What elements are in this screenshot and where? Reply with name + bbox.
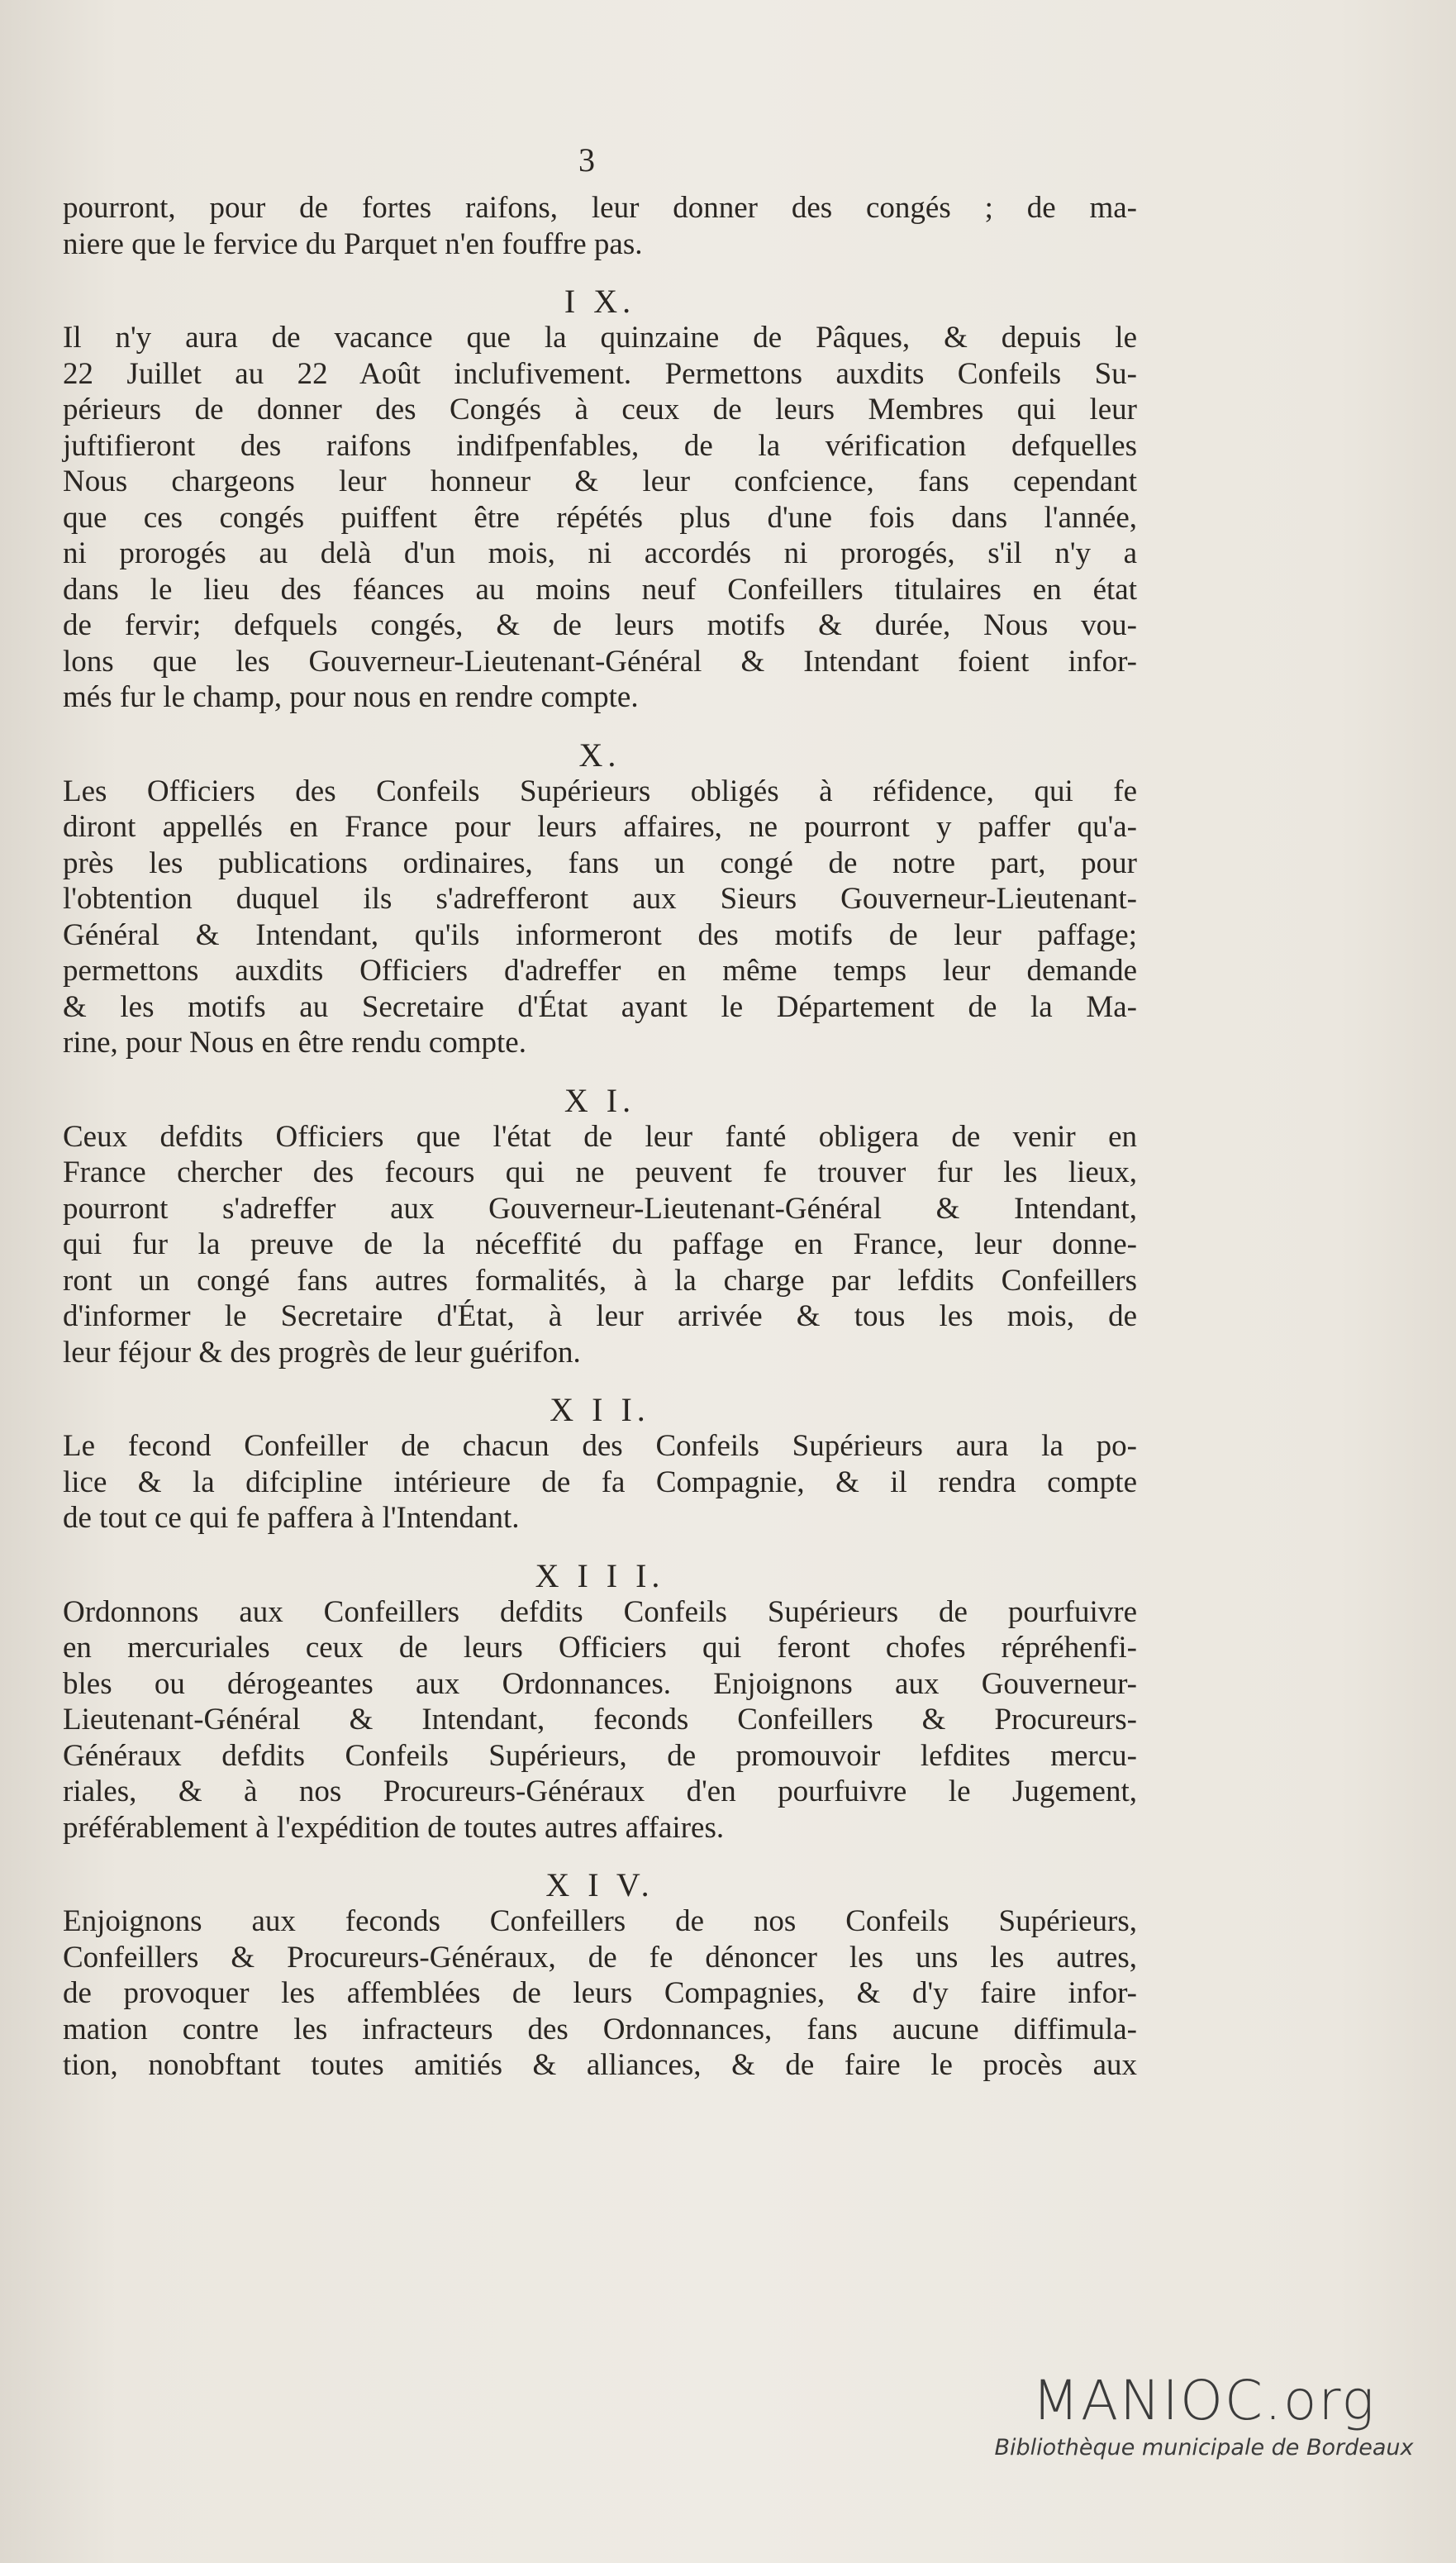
article-xii [63, 1392, 1137, 1536]
article-heading: X I I I. [535, 1556, 665, 1594]
text-line: rine, pour Nous en être rendu compte. [63, 1026, 526, 1060]
text-line: Le fecond Confeiller de chacun des Confeils Supérieurs aura la po- [63, 1429, 1137, 1463]
text-line: & les motifs au Secretaire d'État ayant le Département de la Ma- [63, 989, 1137, 1024]
article-xi [63, 1083, 1137, 1371]
manioc-watermark [989, 2369, 1419, 2461]
text-line: périeurs de donner des Congés à ceux de leurs Membres qui leur [63, 393, 1137, 426]
text-line: Généraux defdits Confeils Supérieurs, de promouvoir lefdites mercu- [63, 1738, 1137, 1773]
text-line: de provoquer les affemblées de leurs Compagnies, & d'y faire infor- [63, 1976, 1137, 2010]
text-line: niere que le fervice du Parquet n'en fouffre pas. [63, 226, 643, 261]
text-line: permettons auxdits Officiers d'adreffer en même temps leur demande [63, 954, 1137, 988]
text-line: lons que les Gouverneur-Lieutenant-Général & Intendant foient infor- [63, 644, 1137, 679]
intro-paragraph [63, 190, 1137, 262]
text-line: qui fur la preuve de la néceffité du paffage en France, leur donne- [63, 1227, 1137, 1261]
text-line: que ces congés puiffent être répétés plus d'une fois dans l'année, [63, 500, 1137, 535]
text-line: Ceux defdits Officiers que l'état de leur fanté obligera de venir en [63, 1119, 1137, 1154]
text-line: ni prorogés au delà d'un mois, ni accordés ni prorogés, s'il n'y a [63, 536, 1137, 570]
article-heading: X I V. [545, 1866, 654, 1903]
text-line: en mercuriales ceux de leurs Officiers qui feront chofes répréhenfi- [63, 1631, 1137, 1665]
text-line: près les publications ordinaires, fans un congé de notre part, pour [63, 846, 1137, 880]
article-xiv [63, 1867, 1137, 2084]
article-ix [63, 283, 1137, 716]
text-line: France chercher des fecours qui ne peuvent fe trouver fur les lieux, [63, 1155, 1137, 1189]
article-heading: I X. [564, 283, 636, 320]
text-line: leur féjour & des progrès de leur guérifon. [63, 1335, 581, 1370]
text-line: lice & la difcipline intérieure de fa Compagnie, & il rendra compte [63, 1465, 1137, 1499]
article-heading: X I I. [550, 1391, 650, 1428]
manioc-logo: MANIOC.org [1032, 2369, 1376, 2432]
text-line: Général & Intendant, qu'ils informeront des motifs de leur paffage; [63, 917, 1137, 952]
article-heading: X I. [564, 1081, 636, 1119]
text-line: Les Officiers des Confeils Supérieurs obligés à réfidence, qui fe [63, 774, 1137, 808]
text-line: pourront s'adreffer aux Gouverneur-Lieutenant-Général & Intendant, [63, 1191, 1137, 1226]
text-line: dans le lieu des féances au moins neuf Confeillers titulaires en état [63, 572, 1137, 607]
page-number: 3 [578, 141, 595, 179]
text-line: Il n'y aura de vacance que la quinzaine de Pâques, & depuis le [63, 321, 1137, 355]
text-line: Ordonnons aux Confeillers defdits Confeils Supérieurs de pourfuivre [63, 1594, 1137, 1629]
text-line: riales, & à nos Procureurs-Généraux d'en pourfuivre le Jugement, [63, 1775, 1137, 1808]
text-line: Enjoignons aux feconds Confeillers de nos Confeils Supérieurs, [63, 1904, 1137, 1938]
text-line: Nous chargeons leur honneur & leur confcience, fans cependant [63, 464, 1137, 498]
text-line: més fur le champ, pour nous en rendre compte. [63, 680, 639, 714]
text-line: d'informer le Secretaire d'État, à leur arrivée & tous les mois, de [63, 1299, 1137, 1333]
text-line: ront un congé fans autres formalités, à la charge par lefdits Confeillers [63, 1263, 1137, 1298]
text-line: bles ou dérogeantes aux Ordonnances. Enjoignons aux Gouverneur- [63, 1666, 1137, 1701]
text-line: mation contre les infracteurs des Ordonnances, fans aucune diffimula- [63, 2012, 1137, 2046]
article-x [63, 737, 1137, 1061]
text-line: Confeillers & Procureurs-Généraux, de fe dénoncer les uns les autres, [63, 1940, 1137, 1975]
text-line: l'obtention duquel ils s'adrefferont aux Sieurs Gouverneur-Lieutenant- [63, 882, 1137, 916]
text-line: 22 Juillet au 22 Août inclufivement. Permettons auxdits Confeils Su- [63, 356, 1137, 391]
text-line: juftifieront des raifons indifpenfables, de la vérification defquelles [63, 428, 1137, 463]
document-body [63, 141, 1137, 2105]
text-line: de tout ce qui fe paffera à l'Intendant. [63, 1501, 520, 1535]
text-line: diront appellés en France pour leurs affaires, ne pourront y paffer qu'a- [63, 810, 1137, 844]
text-line: de fervir; defquels congés, & de leurs motifs & durée, Nous vou- [63, 608, 1137, 642]
text-line: Lieutenant-Général & Intendant, feconds Confeillers & Procureurs- [63, 1703, 1137, 1736]
watermark-subtitle: Bibliothèque municipale de Bordeaux [994, 2435, 1414, 2461]
text-line: tion, nonobftant toutes amitiés & alliances, & de faire le procès aux [63, 2048, 1137, 2082]
text-line: pourront, pour de fortes raifons, leur donner des congés ; de ma- [63, 191, 1137, 225]
text-line: préférablement à l'expédition de toutes autres affaires. [63, 1810, 725, 1845]
article-heading: X. [578, 736, 621, 774]
article-xiii [63, 1558, 1137, 1846]
